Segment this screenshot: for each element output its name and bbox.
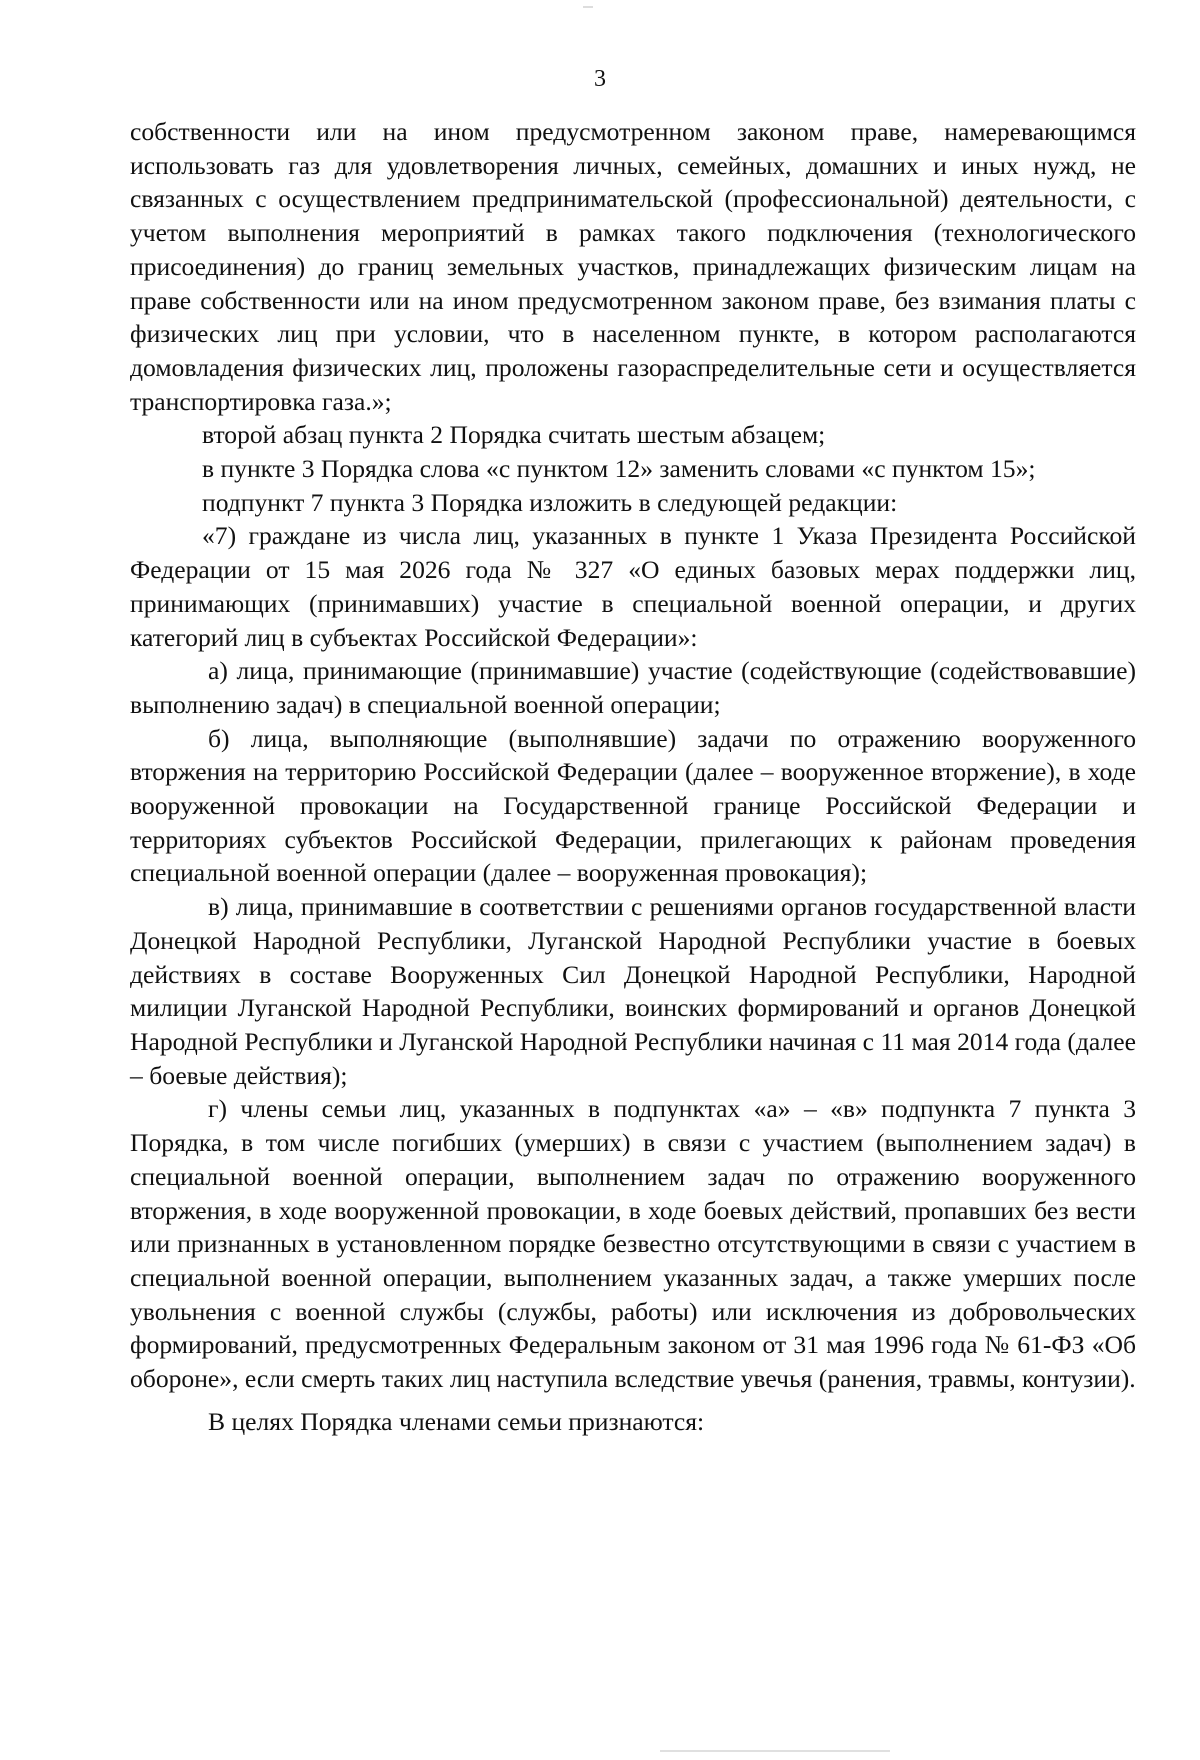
paragraph-item-a: а) лица, принимающие (принимавшие) участие (содействующие (содействовавшие) выполнению задач) в специальной военной операции;: [130, 656, 1136, 719]
paragraph-podpunkt-7-intro: подпункт 7 пункта 3 Порядка изложить в следующей редакции:: [202, 487, 898, 517]
paragraph-punkt-3-replace: в пункте 3 Порядка слова «с пунктом 12» заменить словами «с пунктом 15»;: [202, 454, 1036, 484]
scan-mark-top: [583, 6, 593, 8]
scan-mark-bottom: [660, 1750, 890, 1752]
paragraph-podpunkt-7-text: «7) граждане из числа лиц, указанных в пункте 1 Указа Президента Российской Федерации от 15 мая 2026 года № 327 «О единых базовых мерах поддержки лиц, принимающих (принимавших) участие в специальной военной операции, и других категорий лиц в субъектах Российской Федерации»:: [130, 521, 1136, 652]
paragraph-item-g: г) члены семьи лиц, указанных в подпунктах «а» – «в» подпункта 7 пункта 3 Порядка, в том числе погибших (умерших) в связи с участием (выполнением задач) в специальной военной операции, выполнением задач по отражению вооруженного вторжения, в ходе вооруженной провокации, в ходе боевых действий, пропавших без вести или признанных в установленном порядке безвестно отсутствующими в связи с участием в специальной военной операции, выполнением указанных задач, а также умерших после увольнения с военной службы (службы, работы) или исключения из добровольческих формирований, предусмотренных Федеральным законом от 31 мая 1996 года № 61-ФЗ «Об обороне», если смерть таких лиц наступила вследствие увечья (ранения, травмы, контузии).: [130, 1094, 1136, 1394]
paragraph-item-v: в) лица, принимавшие в соответствии с решениями органов государственной власти Донецкой Народной Республики, Луганской Народной Республики участие в боевых действиях в составе Вооруженных Сил Донецкой Народной Республики, Народной милиции Луганской Народной Республики, воинских формирований и органов Донецкой Народной Республики и Луганской Народной Республики начиная с 11 мая 2014 года (далее – боевые действия);: [130, 892, 1136, 1090]
paragraph-item-b: б) лица, выполняющие (выполнявшие) задачи по отражению вооруженного вторжения на территорию Российской Федерации (далее – вооруженное вторжение), в ходе вооруженной провокации на Государственной границе Российской Федерации и территориях субъектов Российской Федерации, прилегающих к районам проведения специальной военной операции (далее – вооруженная провокация);: [130, 723, 1136, 888]
page-number: 3: [594, 66, 606, 92]
document-body: [130, 115, 1136, 1438]
paragraph-family-members: В целях Порядка членами семьи признаются:: [208, 1406, 705, 1436]
paragraph-continuation: собственности или на ином предусмотренном законом праве, намеревающимся использовать газ для удовлетворения личных, семейных, домашних и иных нужд, не связанных с осуществлением предпринимательской (профессиональной) деятельности, с учетом выполнения мероприятий в рамках такого подключения (технологического присоединения) до границ земельных участков, принадлежащих физическим лицам на праве собственности или на ином предусмотренном законом праве, без взимания платы с физических лиц при условии, что в населенном пункте, в котором располагаются домовладения физических лиц, проложены газораспределительные сети и осуществляется транспортировка газа.»;: [130, 117, 1136, 416]
paragraph-second-abzac: второй абзац пункта 2 Порядка считать шестым абзацем;: [202, 420, 826, 450]
